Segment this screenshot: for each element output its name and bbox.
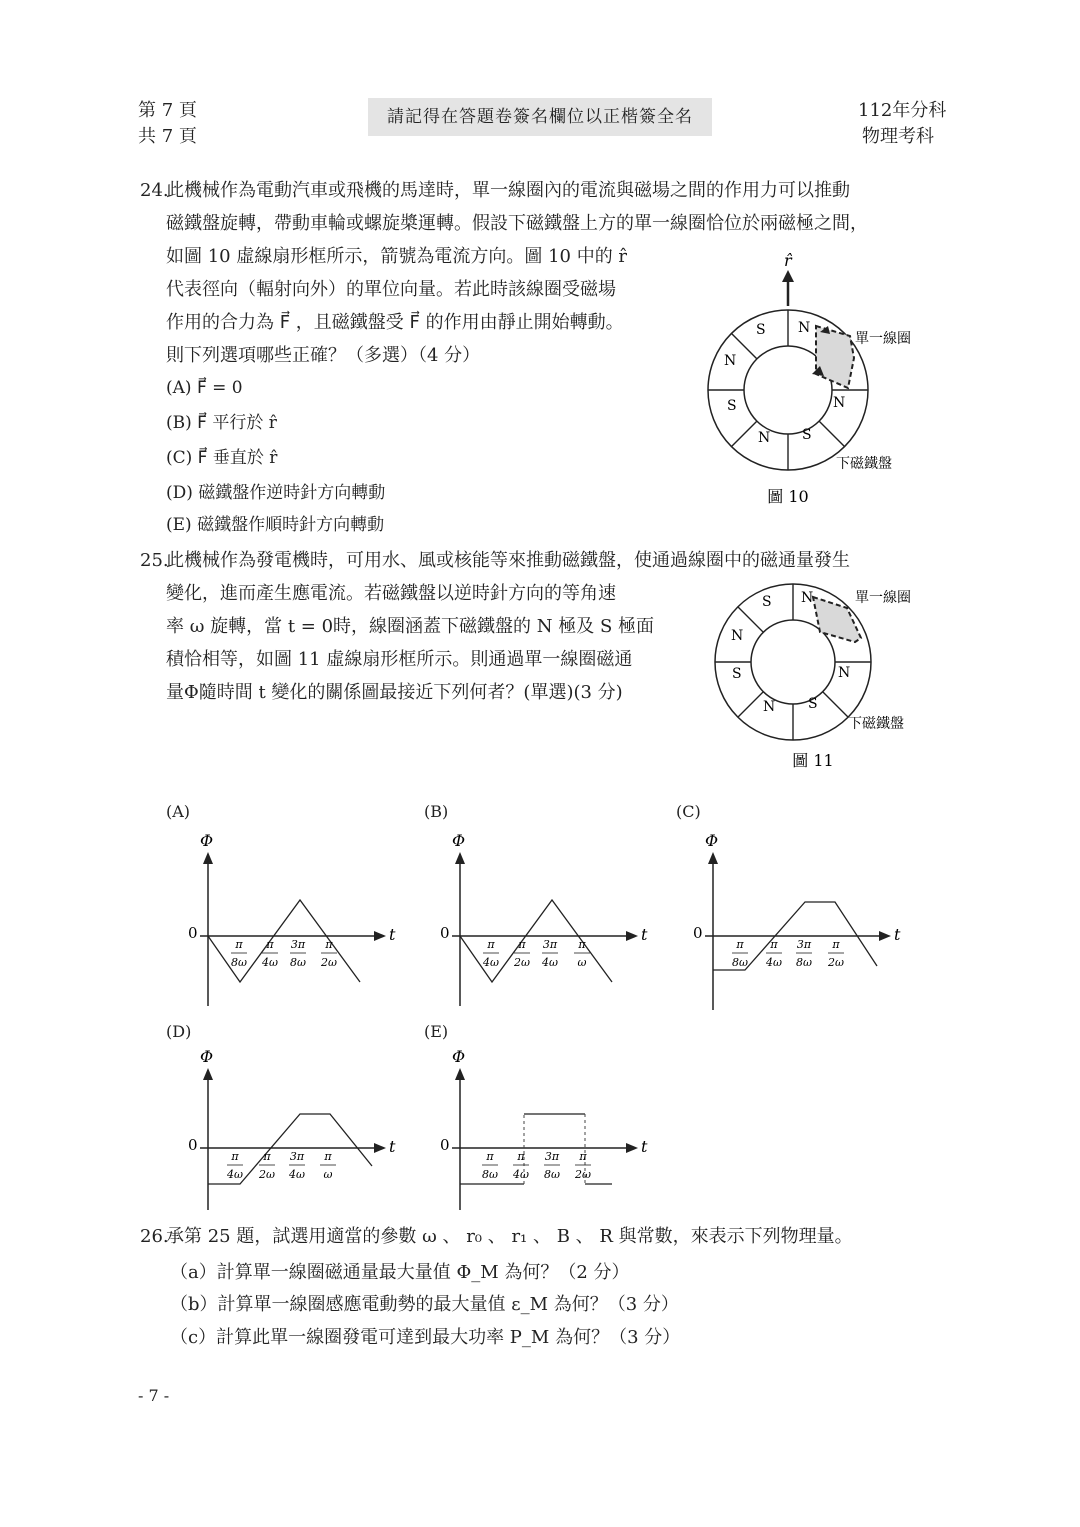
tick-denominator: 4ω [262, 956, 278, 969]
tick-numerator: π [263, 1150, 271, 1163]
y-axis-label: Φ [452, 1047, 466, 1066]
tick-denominator: 8ω [796, 956, 812, 969]
tick-numerator: 3π [796, 938, 812, 951]
tick-numerator: π [736, 938, 744, 951]
question-text-line: 量Φ隨時間 t 變化的關係圖最接近下列何者？(單選)(3 分) [166, 682, 623, 703]
question-text-line: 磁鐵盤旋轉，帶動車輪或螺旋槳運轉。假設下磁鐵盤上方的單一線圈恰位於兩磁極之間， [166, 213, 868, 234]
graph-option-d-label[interactable]: (D) [166, 1022, 192, 1041]
origin-label: 0 [188, 1136, 198, 1154]
flux-curve [208, 900, 360, 982]
question-26 [140, 1220, 950, 1360]
origin-label: 0 [440, 924, 450, 942]
tick-numerator: π [579, 1150, 587, 1163]
tick-denominator: 8ω [290, 956, 306, 969]
question-text-line: 此機械作為電動汽車或飛機的馬達時，單一線圈內的電流與磁場之間的作用力可以推動 [166, 180, 850, 201]
coil-label: 單一線圈 [855, 331, 911, 347]
tick-numerator: π [517, 1150, 525, 1163]
graph-e [432, 1044, 662, 1214]
tick-numerator: π [578, 938, 586, 951]
tick-denominator: 2ω [828, 956, 844, 969]
figure-caption: 圖 11 [792, 751, 834, 770]
pole-label: S [808, 696, 818, 712]
question-text-line: 率 ω 旋轉，當 t = 0時，線圈涵蓋下磁鐵盤的 N 極及 S 極面 [166, 616, 655, 637]
signature-reminder-banner: 請記得在答題卷簽名欄位以正楷簽全名 [368, 98, 712, 136]
tick-numerator: π [486, 1150, 494, 1163]
origin-label: 0 [693, 924, 703, 942]
pole-label: N [798, 320, 811, 336]
tick-denominator: 8ω [544, 1168, 560, 1181]
question-text-line: 此機械作為發電機時，可用水、風或核能等來推動磁鐵盤，使通過線圈中的磁通量發生 [166, 550, 850, 571]
x-axis-label: t [389, 925, 396, 944]
total-pages: 共 7 頁 [138, 126, 197, 147]
coil-sector [812, 326, 854, 388]
pole-label: N [833, 395, 846, 411]
tick-denominator: 4ω [766, 956, 782, 969]
y-axis-arrow [203, 1068, 213, 1080]
y-axis-arrow [203, 852, 213, 864]
question-text-line: 變化，進而產生應電流。若磁鐵盤以逆時針方向的等角速 [166, 583, 616, 604]
y-axis-label: Φ [705, 831, 719, 850]
disk-label: 下磁鐵盤 [836, 456, 892, 472]
option-a[interactable]: (A) F⃗ = 0 [166, 378, 243, 398]
question-number: 24. [140, 180, 169, 201]
graph-option-c-label[interactable]: (C) [676, 802, 701, 821]
y-axis-arrow [455, 852, 465, 864]
y-axis-label: Φ [200, 831, 214, 850]
pole-label: S [732, 666, 742, 682]
pole-label: N [801, 590, 814, 606]
tick-denominator: 8ω [732, 956, 748, 969]
tick-numerator: 3π [289, 1150, 305, 1163]
coil-sector [813, 597, 861, 642]
tick-numerator: π [487, 938, 495, 951]
tick-denominator: 2ω [259, 1168, 275, 1181]
option-d[interactable]: (D) 磁鐵盤作逆時針方向轉動 [166, 483, 386, 503]
tick-denominator: 4ω [542, 956, 558, 969]
pole-label: N [838, 665, 851, 681]
y-axis-arrow [708, 852, 718, 864]
option-c[interactable]: (C) F⃗ 垂直於 r̂ [166, 448, 278, 468]
graph-c [685, 826, 915, 1011]
origin-label: 0 [188, 924, 198, 942]
tick-denominator: 4ω [289, 1168, 305, 1181]
y-axis-arrow [455, 1068, 465, 1080]
question-text-line: 積恰相等，如圖 11 虛線扇形框所示。則通過單一線圈磁通 [166, 649, 633, 670]
r-hat-label: r̂ [784, 251, 792, 270]
figure-10-magnet-disk [700, 240, 940, 515]
origin-label: 0 [440, 1136, 450, 1154]
tick-numerator: π [266, 938, 274, 951]
x-ticks [732, 938, 844, 969]
sub-question-a: （a）計算單一線圈磁通量最大量值 Φ_M 為何？（2 分） [170, 1262, 630, 1283]
tick-denominator: 4ω [483, 956, 499, 969]
pole-label: S [727, 398, 737, 414]
graph-option-b-label[interactable]: (B) [424, 802, 449, 821]
tick-denominator: 8ω [482, 1168, 498, 1181]
subject-name: 物理考科 [862, 126, 934, 147]
graph-option-e-label[interactable]: (E) [424, 1022, 449, 1041]
sub-question-c: （c）計算此單一線圈發電可達到最大功率 P_M 為何？（3 分） [170, 1327, 681, 1348]
tick-denominator: 2ω [575, 1168, 591, 1181]
tick-denominator: 4ω [227, 1168, 243, 1181]
radial-unit-vector [782, 251, 794, 306]
x-ticks [231, 938, 337, 969]
tick-numerator: π [231, 1150, 239, 1163]
x-axis-arrow [879, 931, 891, 941]
exam-year: 112年分科 [858, 100, 947, 121]
tick-numerator: 3π [542, 938, 558, 951]
pole-label: S [802, 427, 812, 443]
disk-label: 下磁鐵盤 [848, 716, 904, 732]
x-axis-label: t [641, 925, 648, 944]
tick-numerator: π [324, 1150, 332, 1163]
tick-numerator: 3π [544, 1150, 560, 1163]
tick-denominator: 4ω [513, 1168, 529, 1181]
page-footer-number: - 7 - [138, 1386, 170, 1405]
pole-dividers [708, 310, 868, 470]
pole-label: N [758, 430, 771, 446]
question-text-line: 作用的合力為 F⃗ ，且磁鐵盤受 F⃗ 的作用由靜止開始轉動。 [166, 312, 624, 333]
question-text-line: 代表徑向（輻射向外）的單位向量。若此時該線圈受磁場 [166, 279, 616, 300]
figure-11-magnet-disk [705, 580, 940, 775]
x-ticks [226, 1150, 336, 1181]
page-number: 第 7 頁 [138, 100, 197, 121]
question-text-line: 則下列選項哪些正確？（多選）（4 分） [166, 345, 481, 366]
question-text-line: 如圖 10 虛線扇形框所示，箭號為電流方向。圖 10 中的 r̂ [166, 246, 628, 267]
question-text-line: 承第 25 題，試選用適當的參數 ω 、 r₀ 、 r₁ 、 B 、 R 與常數，來表示下列物理量。 [166, 1226, 853, 1247]
graph-b [432, 826, 662, 1011]
x-ticks [482, 938, 590, 969]
tick-denominator: 2ω [321, 956, 337, 969]
x-axis-label: t [641, 1137, 648, 1156]
sub-question-b: （b）計算單一線圈感應電動勢的最大量值 ε_M 為何？（3 分） [170, 1294, 679, 1315]
option-e[interactable]: (E) 磁鐵盤作順時針方向轉動 [166, 515, 385, 535]
tick-numerator: π [235, 938, 243, 951]
x-axis-arrow [374, 1143, 386, 1153]
tick-numerator: π [832, 938, 840, 951]
tick-denominator: 2ω [514, 956, 530, 969]
pole-label: S [762, 594, 772, 610]
graph-a [180, 826, 410, 1011]
y-axis-label: Φ [200, 1047, 214, 1066]
x-axis-label: t [389, 1137, 396, 1156]
x-ticks [482, 1150, 591, 1181]
tick-numerator: π [325, 938, 333, 951]
question-number: 26. [140, 1226, 169, 1247]
question-number: 25. [140, 550, 169, 571]
graph-d [180, 1044, 410, 1214]
tick-denominator: 8ω [231, 956, 247, 969]
tick-numerator: π [518, 938, 526, 951]
pole-label: S [756, 322, 766, 338]
x-axis-label: t [894, 925, 901, 944]
pole-label: N [724, 353, 737, 369]
x-axis-arrow [626, 931, 638, 941]
tick-denominator: ω [323, 1168, 333, 1181]
pole-label: N [763, 699, 776, 715]
x-axis-arrow [626, 1143, 638, 1153]
y-axis-label: Φ [452, 831, 466, 850]
flux-curve [460, 900, 612, 982]
graph-option-a-label[interactable]: (A) [166, 802, 191, 821]
x-axis-arrow [374, 931, 386, 941]
pole-label: N [731, 628, 744, 644]
figure-caption: 圖 10 [767, 487, 809, 506]
tick-denominator: ω [577, 956, 587, 969]
option-b[interactable]: (B) F⃗ 平行於 r̂ [166, 413, 277, 433]
tick-numerator: π [770, 938, 778, 951]
tick-numerator: 3π [290, 938, 306, 951]
coil-label: 單一線圈 [855, 590, 911, 606]
